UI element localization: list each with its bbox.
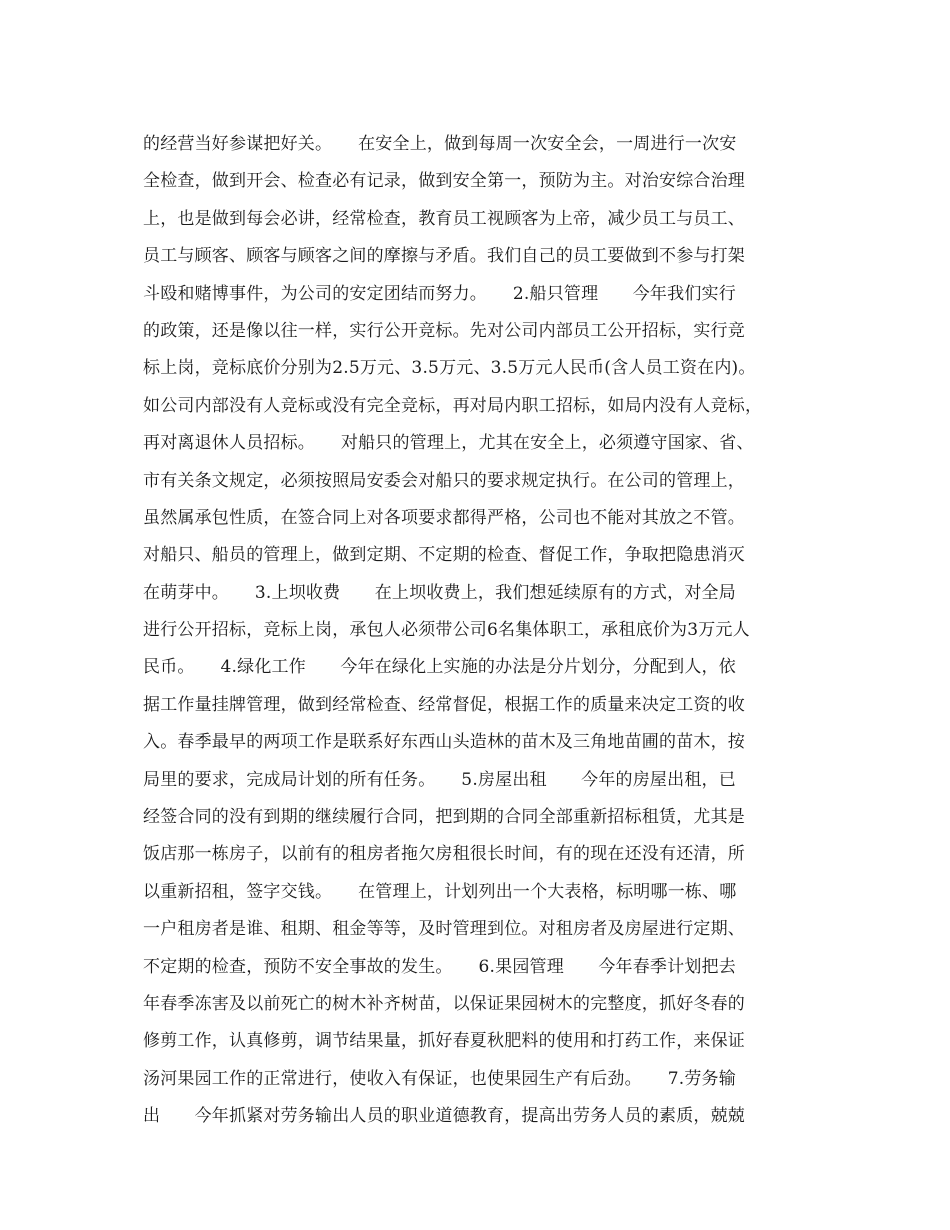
text-line: 汤河果园工作的正常进行，使收入有保证，也使果园生产有后劲。 7.劳务输 [143, 1068, 736, 1089]
text-line: 斗殴和赌博事件，为公司的安定团结而努力。 2.船只管理 今年我们实行 [143, 283, 736, 304]
text-line: 不定期的检查，预防不安全事故的发生。 6.果园管理 今年春季计划把去 [143, 956, 736, 977]
text-line: 虽然属承包性质，在签合同上对各项要求都得严格，公司也不能对其放之不管。 [143, 507, 745, 528]
text-line: 上，也是做到每会必讲，经常检查，教育员工视顾客为上帝，减少员工与员工、 [143, 208, 745, 229]
text-line: 饭店那一栋房子，以前有的租房者拖欠房租很长时间，有的现在还没有还清，所 [143, 844, 745, 865]
text-line: 年春季冻害及以前死亡的树木补齐树苗，以保证果园树木的完整度，抓好冬春的 [143, 993, 745, 1014]
text-line: 入。春季最早的两项工作是联系好东西山头造林的苗木及三角地苗圃的苗木，按 [143, 732, 745, 753]
text-line: 再对离退休人员招标。 对船只的管理上，尤其在安全上，必须遵守国家、省、 [143, 433, 754, 454]
text-line: 对船只、船员的管理上，做到定期、不定期的检查、督促工作，争取把隐患消灭 [143, 545, 745, 566]
text-line: 的政策，还是像以往一样，实行公开竞标。先对公司内部员工公开招标，实行竞 [143, 320, 745, 341]
text-line: 经签合同的没有到期的继续履行合同，把到期的合同全部重新招标租赁，尤其是 [143, 807, 745, 828]
text-line: 一户租房者是谁、租期、租金等等，及时管理到位。对租房者及房屋进行定期、 [143, 919, 745, 940]
text-line: 以重新招租，签字交钱。 在管理上，计划列出一个大表格，标明哪一栋、哪 [143, 881, 737, 902]
text-line: 在萌芽中。 3.上坝收费 在上坝收费上，我们想延续原有的方式，对全局 [143, 582, 736, 603]
text-line: 全检查，做到开会、检查必有记录，做到安全第一，预防为主。对治安综合治理 [143, 171, 745, 192]
text-line: 民币。 4.绿化工作 今年在绿化上实施的办法是分片划分，分配到人，依 [143, 657, 736, 678]
text-line: 出 今年抓紧对劳务输出人员的职业道德教育，提高出劳务人员的素质，兢兢 [143, 1106, 745, 1127]
body-text [143, 126, 823, 1136]
text-line: 修剪工作，认真修剪，调节结果量，抓好春夏秋肥料的使用和打药工作，来保证 [143, 1031, 745, 1052]
text-line: 员工与顾客、顾客与顾客之间的摩擦与矛盾。我们自己的员工要做到不参与打架 [143, 246, 745, 267]
text-line: 如公司内部没有人竞标或没有完全竞标，再对局内职工招标，如局内没有人竞标， [143, 395, 763, 416]
text-line: 局里的要求，完成局计划的所有任务。 5.房屋出租 今年的房屋出租，已 [143, 769, 736, 790]
text-line: 据工作量挂牌管理，做到经常检查、经常督促，根据工作的质量来决定工资的收 [143, 694, 745, 715]
text-line: 市有关条文规定，必须按照局安委会对船只的要求规定执行。在公司的管理上， [143, 470, 745, 491]
text-line: 的经营当好参谋把好关。 在安全上，做到每周一次安全会，一周进行一次安 [143, 134, 737, 154]
text-line: 进行公开招标，竞标上岗，承包人必须带公司6名集体职工，承租底价为3万元人 [143, 620, 750, 641]
text-line: 标上岗，竞标底价分别为2.5万元、3.5万元、3.5万元人民币(含人员工资在内)。 [143, 358, 756, 379]
